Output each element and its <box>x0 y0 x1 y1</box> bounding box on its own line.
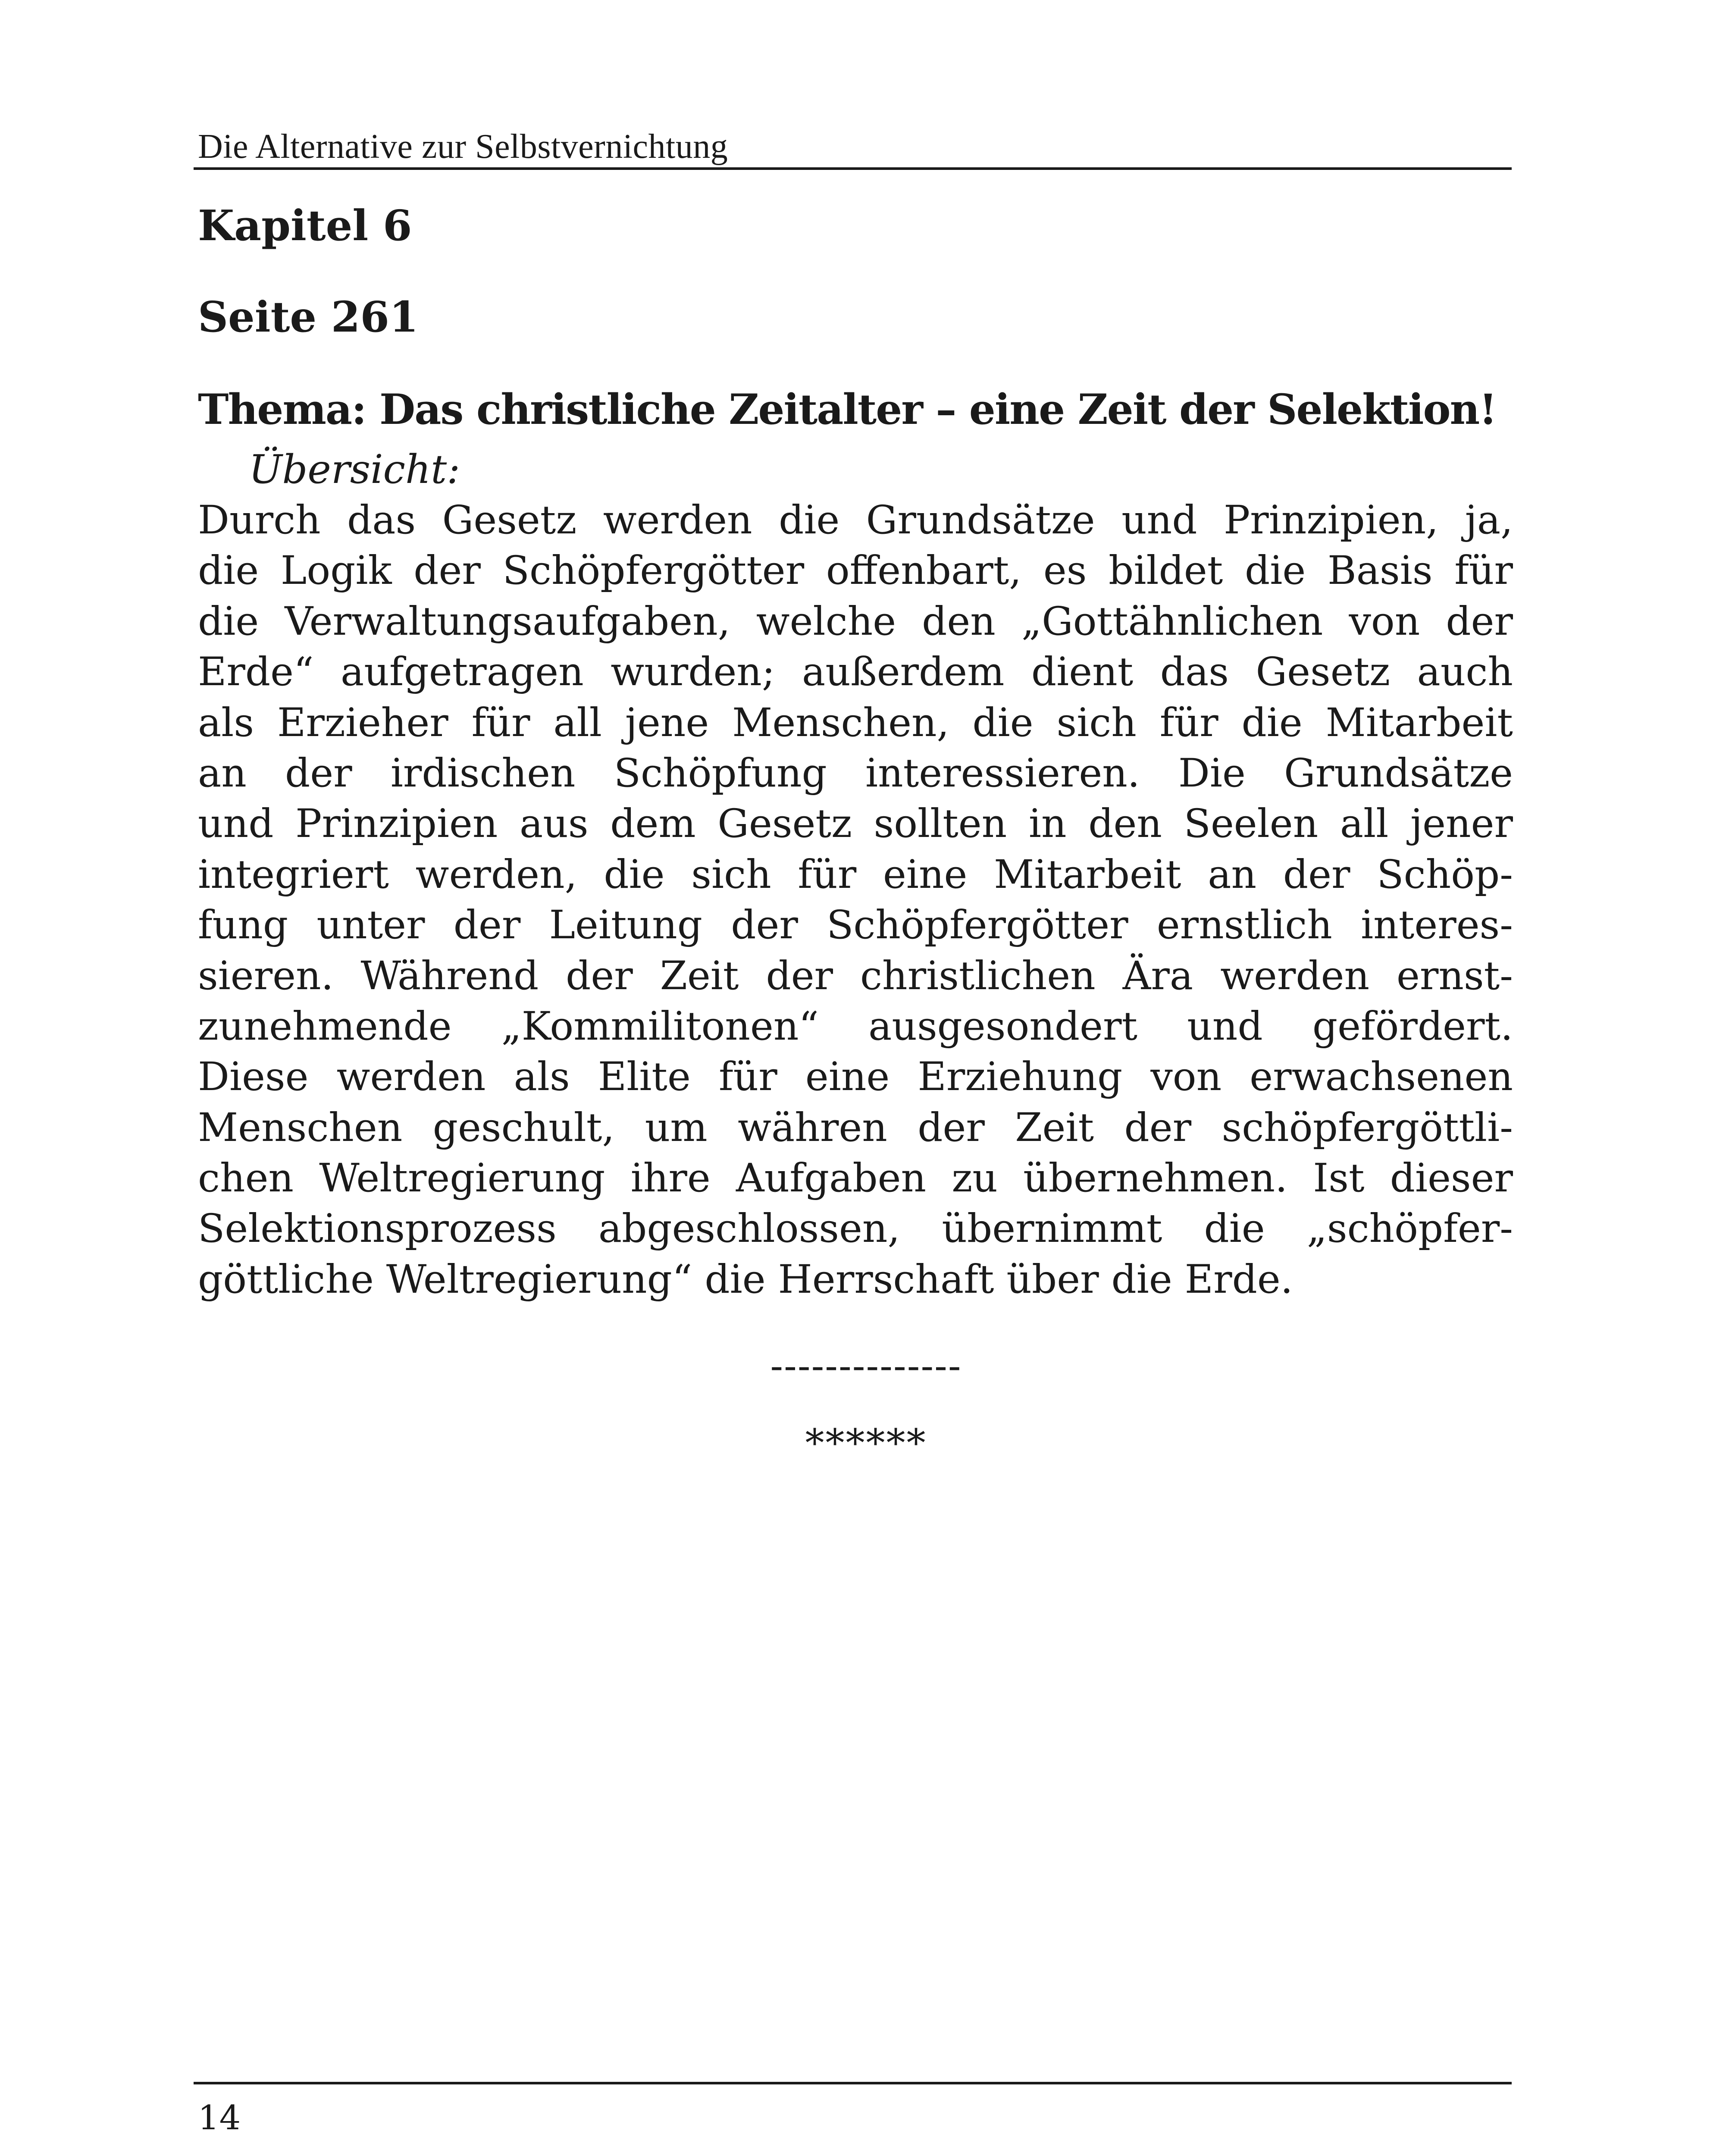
body-line: zunehmende „Kommilitonen“ ausgesondert und gefördert. <box>198 1003 1513 1049</box>
section-separator-stars: ****** <box>805 1421 927 1465</box>
body-line: als Erzieher für all jene Menschen, die sich für die Mitarbeit <box>198 700 1513 746</box>
body-line: Menschen geschult, um währen der Zeit der schöpfergöttli- <box>198 1105 1513 1150</box>
body-paragraph <box>198 495 1513 1305</box>
body-line: Diese werden als Elite für eine Erziehung von erwachsenen <box>198 1054 1513 1100</box>
page-number: 14 <box>198 2099 241 2137</box>
body-line: die Verwaltungsaufgaben, welche den „Gottähnlichen von der <box>198 599 1513 644</box>
page-reference-heading: Seite 261 <box>198 292 419 342</box>
body-line: Durch das Gesetz werden die Grundsätze und Prinzipien, ja, <box>198 498 1513 543</box>
running-head: Die Alternative zur Selbstvernichtung <box>198 128 728 166</box>
body-line: chen Weltregierung ihre Aufgaben zu übernehmen. Ist dieser <box>198 1156 1513 1201</box>
header-rule <box>194 167 1512 170</box>
body-line: Erde“ aufgetragen wurden; außerdem dient das Gesetz auch <box>198 649 1513 695</box>
body-line: an der irdischen Schöpfung interessieren. Die Grundsätze <box>198 750 1513 796</box>
chapter-heading: Kapitel 6 <box>198 201 412 250</box>
body-line: sieren. Während der Zeit der christlichen Ära werden ernst- <box>198 953 1513 999</box>
body-line: integriert werden, die sich für eine Mitarbeit an der Schöp- <box>198 852 1513 897</box>
overview-label: Übersicht: <box>249 446 460 492</box>
body-line: und Prinzipien aus dem Gesetz sollten in den Seelen all jener <box>198 801 1513 847</box>
body-line: die Logik der Schöpfergötter offenbart, es bildet die Basis für <box>198 548 1513 594</box>
section-separator-dashes: -------------- <box>770 1344 962 1388</box>
topic-heading: Thema: Das christliche Zeitalter – eine Zeit der Selektion! <box>198 385 1497 434</box>
footer-rule <box>194 2082 1512 2084</box>
body-line: göttliche Weltregierung“ die Herrschaft über die Erde. <box>198 1257 1293 1302</box>
body-line: fung unter der Leitung der Schöpfergötter ernstlich interes- <box>198 903 1513 948</box>
body-line: Selektionsprozess abgeschlossen, übernimmt die „schöpfer- <box>198 1206 1513 1252</box>
